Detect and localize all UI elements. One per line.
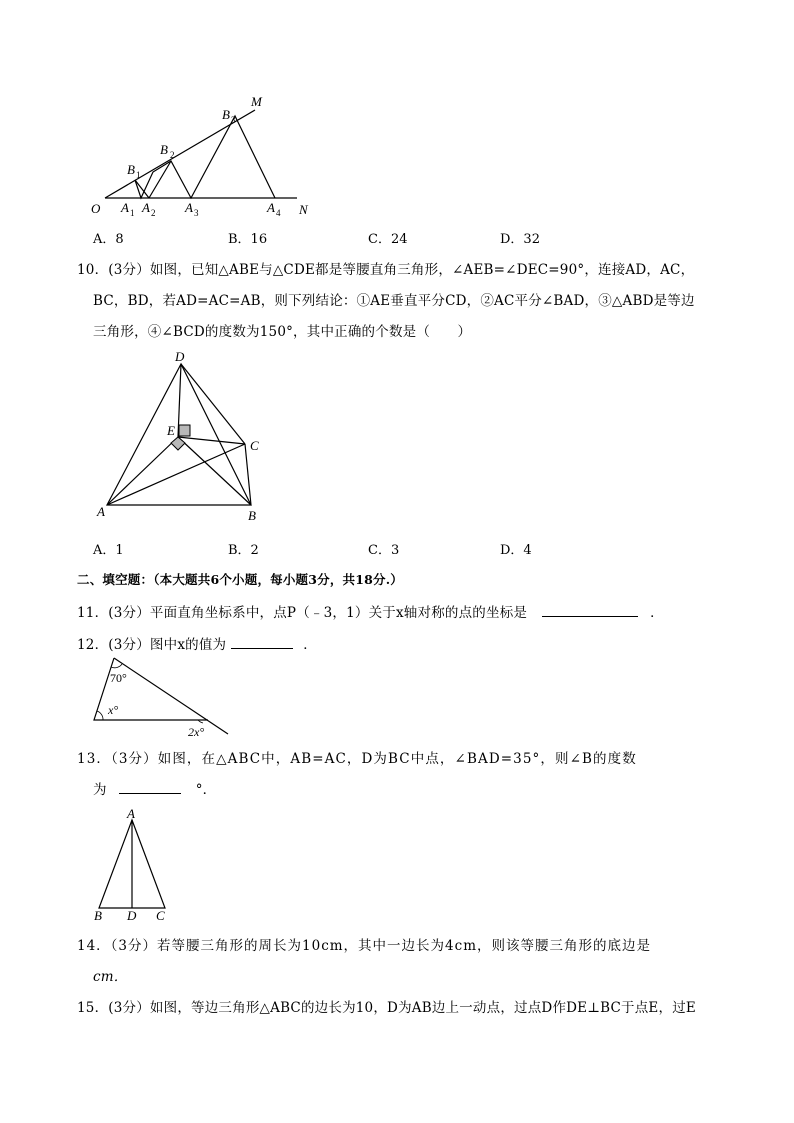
label-B: B xyxy=(248,508,256,523)
q10-line-3: 三角形，④∠BCD的度数为150°，其中正确的个数是（ ） xyxy=(93,324,472,340)
label-C: C xyxy=(250,438,259,453)
angle-arc-top xyxy=(111,664,122,668)
seg-EC xyxy=(178,437,245,444)
label-D: D xyxy=(175,350,185,364)
q11-end: ． xyxy=(650,605,664,621)
section-heading-fill-in: 二、填空题：（本大题共6个小题，每小题3分，共18分.） xyxy=(77,572,403,587)
q10-line-1: 10．(3分）如图，已知△ABE与△CDE都是等腰直角三角形，∠AEB=∠DEC=90°，连接AD，AC， xyxy=(77,262,695,278)
q13-post: °． xyxy=(195,782,217,798)
label-A1-sub: 1 xyxy=(130,208,135,218)
label-A2-sub: 2 xyxy=(151,208,156,218)
label-B3: B xyxy=(222,107,230,122)
label-A3: A xyxy=(185,200,193,215)
label-N: N xyxy=(299,202,308,217)
label-x: x° xyxy=(108,703,119,717)
seg-DC xyxy=(181,364,245,444)
label-A: A xyxy=(127,806,135,821)
seg-EB xyxy=(178,437,251,505)
q13-answer-blank[interactable] xyxy=(119,781,181,794)
label-E: E xyxy=(167,423,175,438)
q10-option-c[interactable]: C．3 xyxy=(368,543,400,558)
label-B2: B xyxy=(160,142,168,157)
q12-answer-blank[interactable] xyxy=(231,636,293,649)
q9-option-b[interactable]: B．16 xyxy=(228,232,268,247)
q13-line-1: 13．（3分）如图，在△ABC中，AB=AC，D为BC中点，∠BAD=35°，则∠B的度数 xyxy=(77,751,637,767)
label-O: O xyxy=(91,201,101,216)
q14-line-2: cm． xyxy=(93,969,128,985)
label-B2-sub: 2 xyxy=(170,150,175,160)
label-A4: A xyxy=(267,200,275,215)
label-A2: A xyxy=(142,200,150,215)
q9-option-c[interactable]: C．24 xyxy=(368,232,408,247)
label-C: C xyxy=(156,908,165,923)
label-A: A xyxy=(97,504,105,519)
label-A3-sub: 3 xyxy=(194,208,199,218)
label-2x: 2x° xyxy=(188,725,205,739)
seg-B2A2 xyxy=(149,161,171,198)
figure-q10 xyxy=(90,350,280,528)
figure-q13 xyxy=(88,806,178,926)
seg-AC xyxy=(107,444,245,505)
label-B3-sub: 3 xyxy=(231,115,236,125)
q12-line xyxy=(77,633,317,653)
q12-end: ． xyxy=(303,637,317,653)
label-A1: A xyxy=(121,200,129,215)
right-angle-DEC xyxy=(179,425,190,436)
label-M: M xyxy=(251,94,262,109)
q13-line-2 xyxy=(93,778,216,798)
q12-text: 12．(3分）图中x的值为 xyxy=(77,637,227,653)
q11-text: 11．(3分）平面直角坐标系中，点P（﹣3，1）关于x轴对称的点的坐标是 xyxy=(77,605,528,621)
q15-line-1: 15．(3分）如图，等边三角形△ABC的边长为10，D为AB边上一动点，过点D作DE⊥BC于点E，过E xyxy=(77,1000,696,1016)
q10-line-2: BC，BD，若AD=AC=AB，则下列结论：①AE垂直平分CD，②AC平分∠BAD，③△ABD是等边 xyxy=(93,293,695,309)
angle-arc-left xyxy=(97,711,103,720)
right-angle-AEB xyxy=(171,437,185,450)
label-B1-sub: 1 xyxy=(136,170,141,180)
q10-option-d[interactable]: D．4 xyxy=(500,543,532,558)
label-D: D xyxy=(127,908,137,923)
side-extended xyxy=(114,658,228,734)
label-70: 70° xyxy=(110,671,127,685)
label-A4-sub: 4 xyxy=(276,208,281,218)
q9-option-a[interactable]: A．8 xyxy=(93,232,124,247)
label-B1: B xyxy=(127,162,135,177)
seg-AE xyxy=(107,437,178,505)
q10-option-a[interactable]: A．1 xyxy=(93,543,124,558)
figure-q12 xyxy=(88,654,238,740)
q11-line xyxy=(77,601,664,621)
figure-q9 xyxy=(85,88,325,223)
q14-line-1: 14．（3分）若等腰三角形的周长为10cm，其中一边长为4cm，则该等腰三角形的底边是 xyxy=(77,938,652,954)
q13-pre: 为 xyxy=(93,782,107,798)
label-B: B xyxy=(94,908,102,923)
q9-option-d[interactable]: D．32 xyxy=(500,232,540,247)
q11-answer-blank[interactable] xyxy=(542,604,638,617)
q10-option-b[interactable]: B．2 xyxy=(228,543,259,558)
